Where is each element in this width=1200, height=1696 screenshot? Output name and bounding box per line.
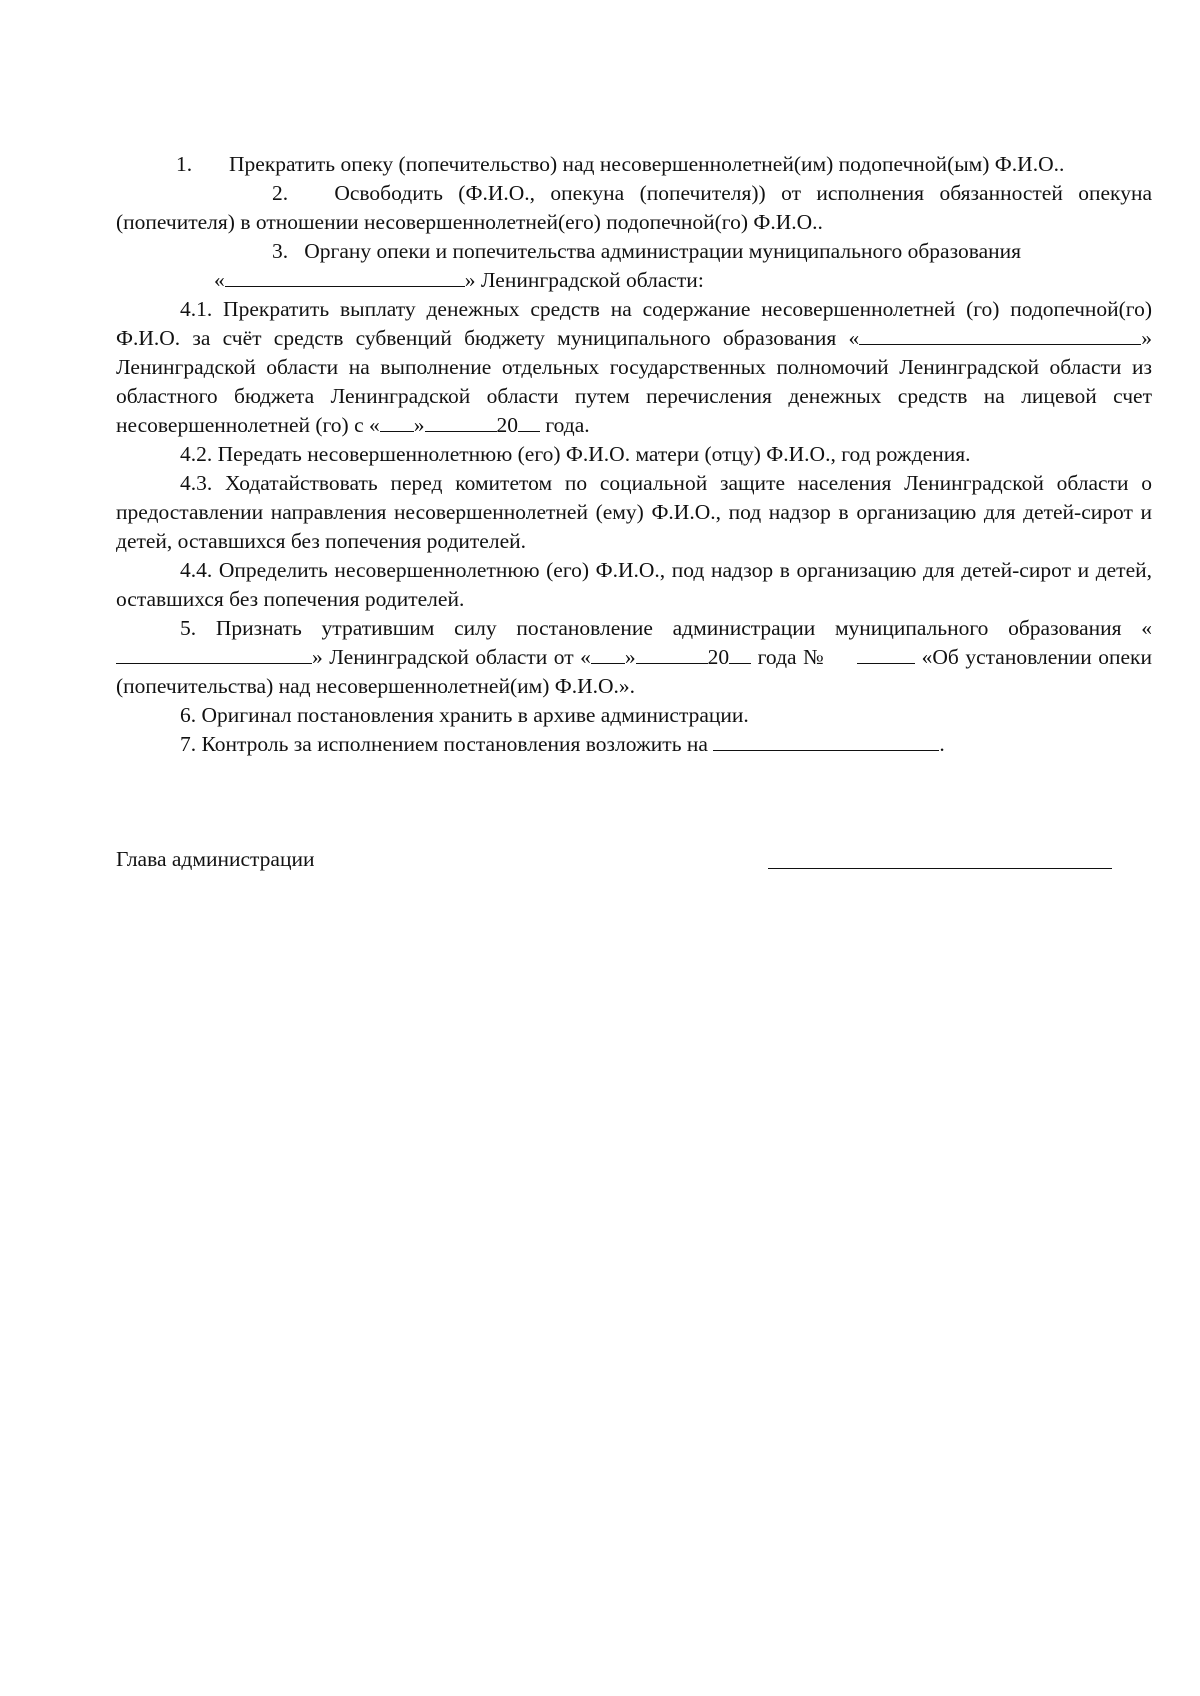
item-1-number: 1. bbox=[176, 152, 193, 176]
item-1-text: Прекратить опеку (попечительство) над несовершеннолетней(им) подопечной(ым) Ф.И.О.. bbox=[229, 152, 1065, 176]
item-4-4-text: 4.4. Определить несовершеннолетнюю (его) Ф.И.О., под надзор в организацию для детей-сирот и детей, оставшихся без попечения родителей. bbox=[116, 558, 1152, 611]
item-7-end: . bbox=[939, 732, 945, 756]
item-4-3-text: 4.3. Ходатайствовать перед комитетом по социальной защите населения Ленинградской области о предоставлении направления несовершеннолетней (ему) Ф.И.О., под надзор в организацию для детей-сирот и детей, оставшихся без попечения родителей. bbox=[116, 471, 1152, 553]
item-3 bbox=[116, 237, 1152, 266]
item-4-1-blank-month bbox=[425, 413, 497, 432]
item-2-text: Освободить (Ф.И.О., опекуна (попечителя)) от исполнения обязанностей опекуна (попечителя) в отношении несовершеннолетней(его) подопечной(го) Ф.И.О.. bbox=[116, 181, 1152, 234]
item-5-blank-day bbox=[591, 645, 625, 664]
item-5-text-c: » bbox=[624, 645, 636, 669]
item-7-text: 7. Контроль за исполнением постановления возложить на bbox=[180, 732, 708, 756]
item-2-number: 2. bbox=[272, 181, 289, 205]
item-5-blank-municipality bbox=[116, 645, 312, 664]
signature-label: Глава администрации bbox=[116, 847, 315, 871]
item-4-1-blank-year bbox=[518, 413, 540, 432]
item-5-year: 20 bbox=[707, 645, 730, 669]
item-3-number: 3. bbox=[272, 239, 289, 263]
item-4-1-date-year: 20 bbox=[496, 413, 519, 437]
item-7 bbox=[116, 730, 1152, 759]
item-3-quote-open: « bbox=[214, 268, 225, 292]
item-5-text-e: «Об установлении опеки (попечительства) над несовершеннолетней(им) Ф.И.О.». bbox=[116, 645, 1152, 698]
item-5-blank-year bbox=[729, 645, 751, 664]
item-4-1-date-mid: » bbox=[413, 413, 425, 437]
item-5-text-b: » Ленинградской области от « bbox=[312, 645, 591, 669]
document-body bbox=[116, 150, 1152, 759]
signature-line bbox=[768, 868, 1112, 869]
item-4-1-text-b: » Ленинградской области на выполнение отдельных государственных полномочий Ленинградской области из областного бюджета Ленинградской области путем перечисления денежных средств на лицевой счет несовершеннолетней (го) с bbox=[116, 326, 1153, 437]
item-3-text: Органу опеки и попечительства администрации муниципального образования bbox=[304, 239, 1022, 263]
item-4-1-quote-open: « bbox=[848, 326, 860, 350]
item-4-1-text: 4.1. Прекратить выплату денежных средств на содержание несовершеннолетней (го) подопечной(го) Ф.И.О. за счёт средств субвенций бюджету муниципального образования bbox=[116, 297, 1152, 350]
item-4-1-date-open: « bbox=[369, 413, 380, 437]
item-4-1-blank-municipality bbox=[859, 326, 1141, 345]
item-5-text-d: года № bbox=[751, 645, 825, 669]
item-7-blank-responsible bbox=[713, 732, 939, 751]
item-4-1-blank-day bbox=[380, 413, 414, 432]
item-1 bbox=[116, 150, 1152, 179]
item-4-3 bbox=[116, 469, 1152, 556]
item-5-quote-open: « bbox=[1141, 616, 1153, 640]
item-3-quote-close: » Ленинградской области: bbox=[464, 268, 704, 292]
item-3-continuation bbox=[116, 266, 1152, 295]
item-4-2 bbox=[116, 440, 1152, 469]
item-6-text: 6. Оригинал постановления хранить в архиве администрации. bbox=[180, 703, 749, 727]
item-5-blank-number bbox=[857, 645, 915, 664]
item-6 bbox=[116, 701, 1152, 730]
item-2 bbox=[116, 179, 1152, 237]
item-4-2-text: 4.2. Передать несовершеннолетнюю (его) Ф.И.О. матери (отцу) Ф.И.О., год рождения. bbox=[180, 442, 971, 466]
item-4-1-date-end: года. bbox=[540, 413, 590, 437]
item-5-text: 5. Признать утратившим силу постановление администрации муниципального образования bbox=[180, 616, 1122, 640]
item-3-blank-municipality bbox=[225, 268, 465, 287]
item-4-4 bbox=[116, 556, 1152, 614]
item-5-blank-month bbox=[636, 645, 708, 664]
item-4-1 bbox=[116, 295, 1152, 440]
item-5 bbox=[116, 614, 1152, 701]
